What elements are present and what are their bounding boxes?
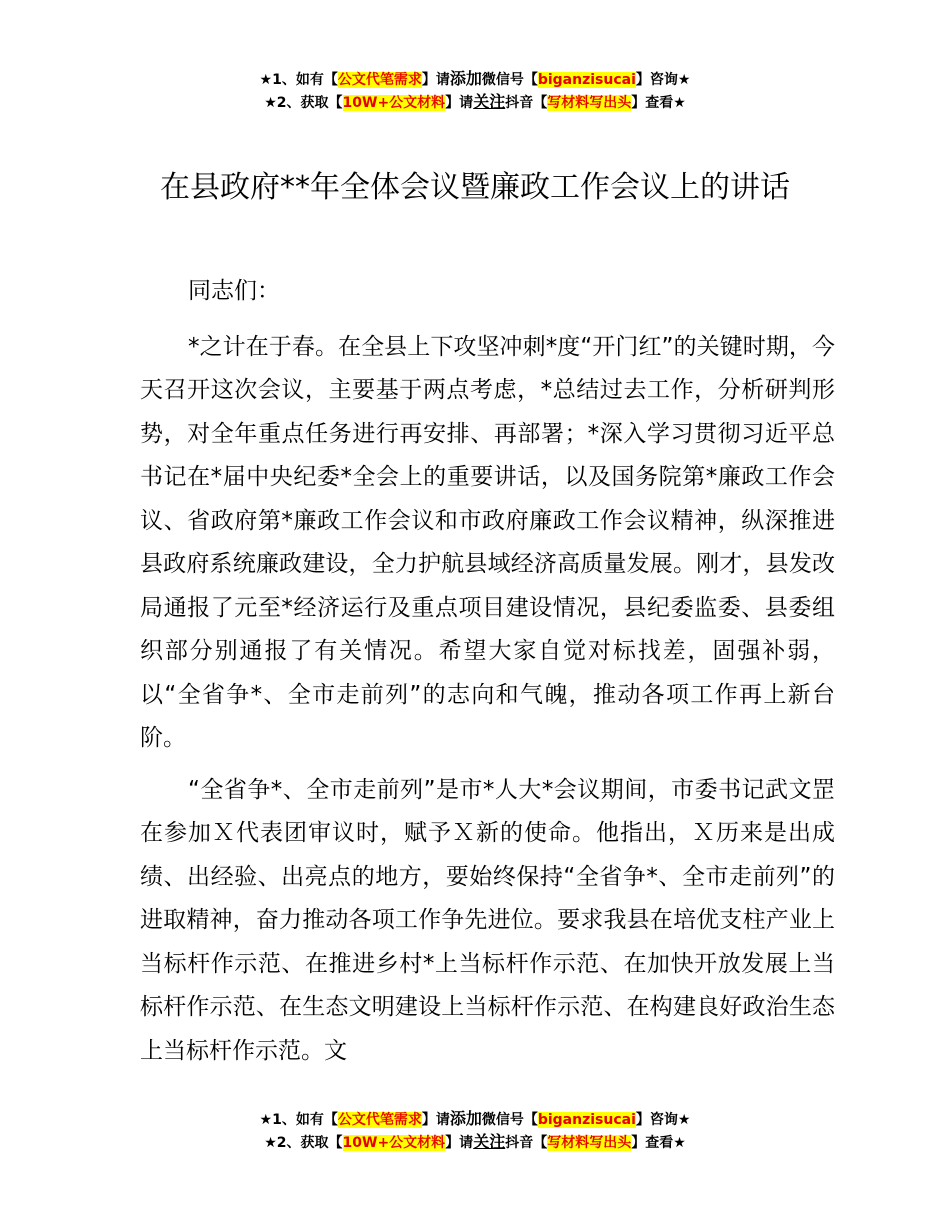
promo-text: 抖音【 [505, 95, 548, 111]
promo-text: 】请 [421, 72, 450, 88]
promo-text-emphasis: 添加 [449, 69, 482, 88]
promo-highlight-materials: 10W+公文材料 [342, 95, 446, 111]
promo-text: 抖音【 [505, 1135, 548, 1151]
promo-line-2 [0, 91, 950, 114]
promo-text: ★1、如有【 [259, 1112, 338, 1128]
promo-line-2 [0, 1131, 950, 1154]
greeting: 同志们： [188, 278, 280, 304]
promo-text: 】咨询★ [635, 1112, 691, 1128]
promo-text: 】查看★ [631, 95, 686, 111]
promo-text: ★1、如有【 [259, 72, 338, 88]
promo-text: 】请 [445, 1135, 474, 1151]
promo-highlight-douyin: 写材料写出头 [547, 95, 632, 111]
promo-text: ★2、获取【 [264, 95, 343, 111]
document-body [140, 270, 835, 1081]
promo-text-follow: 关注 [473, 92, 506, 111]
promo-text: 】请 [445, 95, 474, 111]
promo-line-1 [0, 68, 950, 91]
promo-highlight-materials: 10W+公文材料 [342, 1135, 446, 1151]
document-title: 在县政府**年全体会议暨廉政工作会议上的讲话 [160, 170, 790, 205]
promo-text: 】咨询★ [635, 72, 691, 88]
promo-banner-top [0, 68, 950, 114]
promo-text: ★2、获取【 [264, 1135, 343, 1151]
promo-banner-bottom [0, 1108, 950, 1154]
promo-text: 】请 [421, 1112, 450, 1128]
paragraph: “全省争*、全市走前列”是市*人大*会议期间，市委书记武文罡在参加Ｘ代表团审议时，赋予Ｘ新的使命。他指出，Ｘ历来是出成绩、出经验、出亮点的地方，要始终保持“全省争*、全市走前列”的进取精神，奋力推动各项工作争先进位。要求我县在培优支柱产业上当标杆作示范、在推进乡村*上当标杆作示范、在加快开放发展上当标杆作示范、在生态文明建设上当标杆作示范、在构建良好政治生态上当标杆作示范。文 [140, 776, 835, 1064]
promo-text: 微信号【 [481, 72, 538, 88]
promo-highlight-service: 公文代笔需求 [337, 1112, 422, 1128]
paragraph: *之计在于春。在全县上下攻坚冲刺*度“开门红”的关键时期，今天召开这次会议，主要基于两点考虑，*总结过去工作，分析研判形势，对全年重点任务进行再安排、再部署；*深入学习贯彻习近平总书记在*届中央纪委*全会上的重要讲话，以及国务院第*廉政工作会议、省政府第*廉政工作会议和市政府廉政工作会议精神，纵深推进县政府系统廉政建设，全力护航县域经济高质量发展。刚才，县发改局通报了元至*经济运行及重点项目建设情况，县纪委监委、县委组织部分别通报了有关情况。希望大家自觉对标找差，固强补弱，以“全省争*、全市走前列”的志向和气魄，推动各项工作再上新台阶。 [140, 333, 835, 751]
promo-highlight-wechat: biganzisucai [537, 72, 636, 88]
promo-text: 微信号【 [481, 1112, 538, 1128]
promo-highlight-service: 公文代笔需求 [337, 72, 422, 88]
promo-highlight-douyin: 写材料写出头 [547, 1135, 632, 1151]
promo-text-follow: 关注 [473, 1132, 506, 1151]
promo-text: 】查看★ [631, 1135, 686, 1151]
promo-line-1 [0, 1108, 950, 1131]
promo-text-emphasis: 添加 [449, 1109, 482, 1128]
promo-highlight-wechat: biganzisucai [537, 1112, 636, 1128]
